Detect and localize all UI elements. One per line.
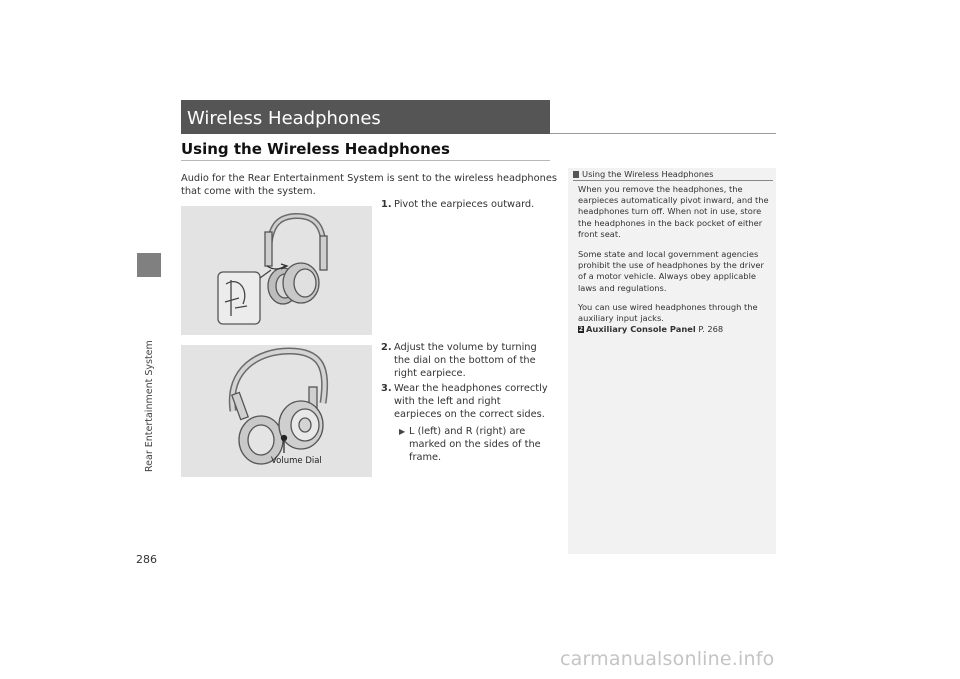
intro-text: Audio for the Rear Entertainment System is sent to the wireless headphones that come with the system. <box>181 173 557 197</box>
arrow-right-icon: ▶ <box>399 427 406 436</box>
step-3-note <box>399 425 559 464</box>
step-text: Wear the headphones correctly with the left and right earpieces on the correct sides. <box>394 383 548 420</box>
step-text: Pivot the earpieces outward. <box>394 199 535 210</box>
side-note-paragraph: When you remove the headphones, the earpieces automatically pivot inward, and the headphones turn off. When not in use, store the headphones in the back pocket of either front seat. <box>578 184 769 239</box>
step-1 <box>381 198 551 211</box>
step-number: 1. <box>381 199 392 210</box>
chapter-label: Rear Entertainment System <box>144 340 155 472</box>
reference-icon: 2 <box>578 326 584 333</box>
figure-pivot-earpieces <box>181 206 372 335</box>
step-2 <box>381 341 551 380</box>
volume-dial-callout: Volume Dial <box>271 456 322 466</box>
title-rule <box>550 133 776 134</box>
step-text: Adjust the volume by turning the dial on the bottom of the right earpiece. <box>394 342 537 379</box>
side-note-heading: Using the Wireless Headphones <box>573 169 773 179</box>
step-3-note-text: L (left) and R (right) are marked on the sides of the frame. <box>409 426 541 463</box>
side-note-paragraph: You can use wired headphones through the auxiliary input jacks. <box>578 302 758 324</box>
step-3 <box>381 382 551 421</box>
step-number: 3. <box>381 383 392 394</box>
section-title: Using the Wireless Headphones <box>181 140 450 158</box>
headphones-pivot-illustration <box>181 206 372 335</box>
page-title: Wireless Headphones <box>187 108 381 129</box>
section-rule <box>181 160 550 161</box>
side-note-rule <box>573 180 773 181</box>
side-note-paragraph: Some state and local government agencies prohibit the use of headphones by the driver of a motor vehicle. Always obey applicable laws and regulations. <box>578 249 764 293</box>
cross-reference-page: P. 268 <box>698 324 724 334</box>
chapter-tab-marker <box>137 253 161 277</box>
note-marker-icon <box>573 171 579 178</box>
cross-reference-title: Auxiliary Console Panel <box>586 324 696 334</box>
watermark: carmanualsonline.info <box>560 648 775 670</box>
cross-reference-link[interactable] <box>578 324 723 334</box>
page-number: 286 <box>136 553 157 566</box>
step-number: 2. <box>381 342 392 353</box>
